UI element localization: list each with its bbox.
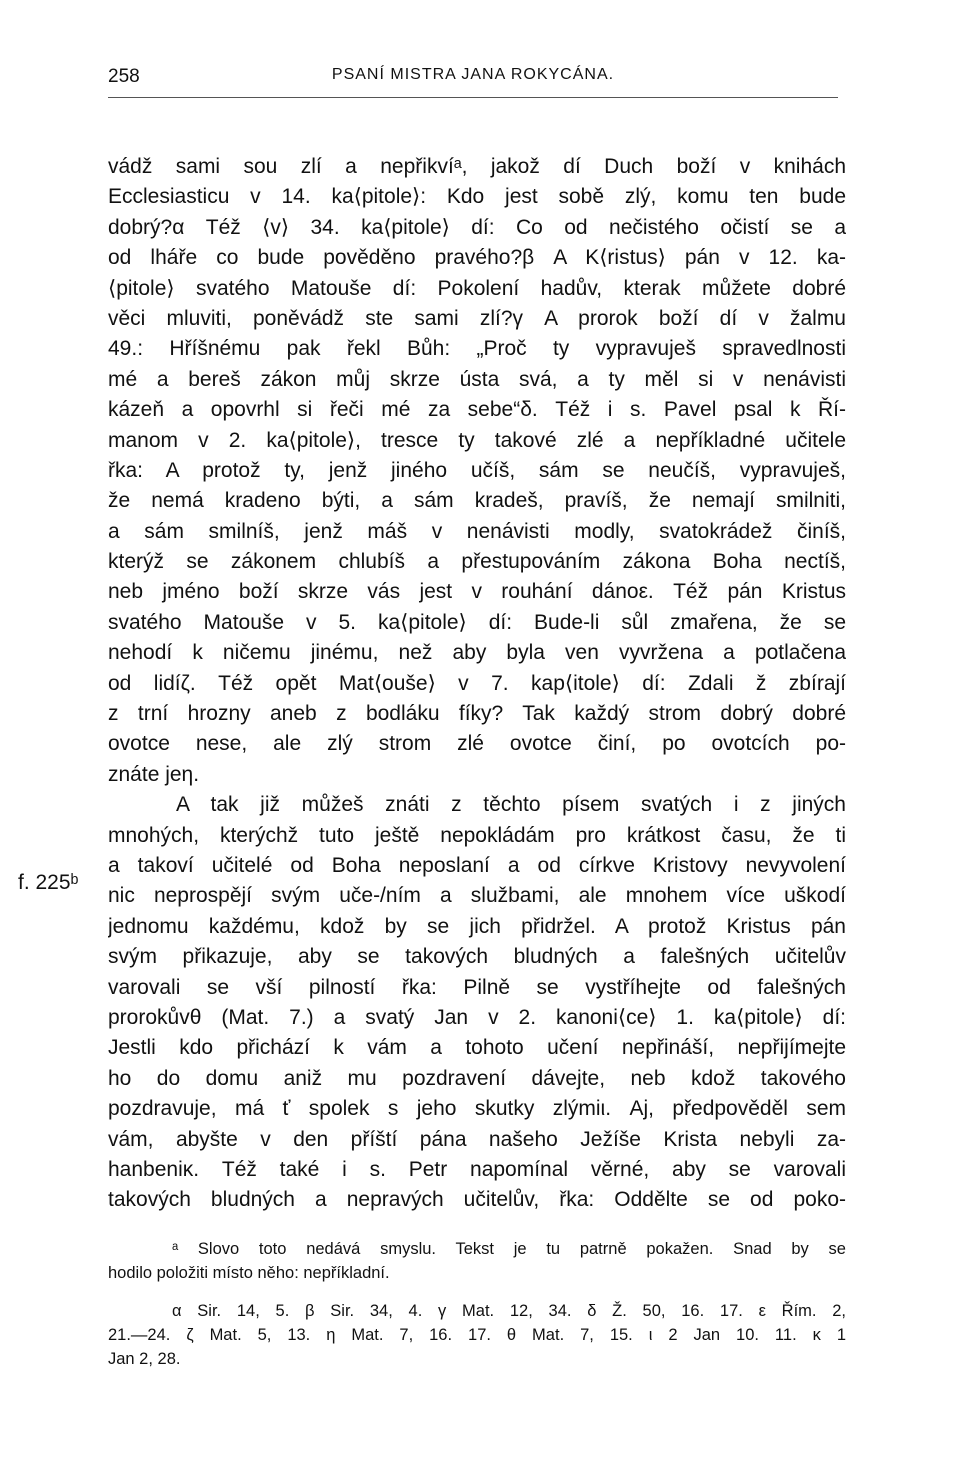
source-note-line: 21.—24. ζ Mat. 5, 13. η Mat. 7, 16. 17. θ Mat. 7, 15. ι 2 Jan 10. 11. κ 1 [108,1326,846,1344]
text-line: že nemá kradeno býti, a sám kradeš, pravíš, že nemají smilniti, [108,489,846,513]
running-title: PSANÍ MISTRA JANA ROKYCÁNA. [331,66,615,83]
text-line: mnohých, kterýchž tuto ještě nepokládám pro krátkost času, že ti [108,823,846,847]
text-line: ho do domu aniž mu pozdravení dávejte, neb kdož takového [108,1066,846,1090]
page-header [108,66,838,96]
text-line: nic neprospějí svým uče-/ním a službami, ale mnohem více uškodí [108,884,846,908]
text-line: a sám smilníš, jenž máš v nenávisti modly, svatokrádež činíš, [108,519,846,543]
source-note-line: Jan 2, 28. [108,1350,181,1368]
header-rule [108,97,838,98]
text-line: svým přikazuje, aby se takových bludných a falešných učitelův [108,945,846,969]
text-line: ovotce nese, ale zlý strom zlé ovotce činí, po ovotcích po- [108,732,846,756]
text-line: vádž sami sou zlí a nepřikvíᵃ, jakož dí Duch boží v knihách [108,155,846,178]
text-line: od lidíζ. Též opět Mat⟨ouše⟩ v 7. kap⟨itole⟩ dí: Zdali ž zbírají [108,671,846,695]
text-line: neb jméno boží skrze vás jest v rouhání dánoε. Též pán Kristus [108,580,846,604]
text-line: kázeň a opovrhl si řeči mé za sebe“δ. Též i s. Pavel psal k Ří- [108,398,846,422]
folio-marker: f. 225ᵇ [18,871,79,894]
text-line: pozdravuje, má ť spolek s jeho skutky zlýmiι. Aj, předpověděl sem [108,1097,846,1121]
main-text [108,152,846,1216]
text-line: mé a bereš zákon můj skrze ústa svá, a ty měl si v nenávisti [108,367,846,391]
footnotes [108,1237,846,1371]
text-line: ⟨pitole⟩ svatého Matouše dí: Pokolení hadův, kterak můžete dobré [108,276,846,300]
text-line: prorokůvθ (Mat. 7.) a svatý Jan v 2. kanoni⟨ce⟩ 1. ka⟨pitole⟩ dí: [108,1005,846,1029]
text-line: vám, abyšte v den příští pána našeho Ježíše Krista nebyli za- [108,1127,846,1151]
text-line: takových bludných a nepravých učitelův, řka: Oddělte se od poko- [108,1188,846,1212]
text-line: 49.: Hříšnému pak řekl Bůh: „Proč ty vypravuješ spravedlnosti [108,337,846,361]
text-line: svatého Matouše v 5. ka⟨pitole⟩ dí: Bude-li sůl zmařena, že se [108,610,846,634]
page-number: 258 [108,66,140,87]
text-line: řka: A protož ty, jenž jiného učíš, sám se neučíš, vypravuješ, [108,458,846,482]
text-line: hanbeniκ. Též také i s. Petr napomínal věrné, aby se varovali [108,1157,846,1181]
text-line: manom v 2. ka⟨pitole⟩, tresce ty takové zlé a nepříkladné učitele [108,428,846,452]
text-line: kterýž se zákonem chlubíš a přestupováním zákona Boha nectíš, [108,550,846,574]
text-line: Jestli kdo přichází k vám a tohoto učení nepřináší, nepřijímejte [108,1036,846,1060]
source-note-line: α Sir. 14, 5. β Sir. 34, 4. γ Mat. 12, 34. δ Ž. 50, 16. 17. ε Řím. 2, [172,1302,846,1320]
text-line: znáte jeη. [108,762,200,786]
footnote-gap [108,1285,846,1299]
text-line: věci mluviti, poněvádž ste sami zlí?γ A prorok boží dí v žalmu [108,306,846,330]
text-line: jednomu každému, kdož by se jich přidržel. A protož Kristus pán [108,914,846,938]
text-line: nehodí k ničemu jinému, než aby byla ven vyvržena a potlačena [108,641,846,665]
text-line: a takoví učitelé od Boha neposlaní a od církve Kristovy nevyvolení [108,853,846,877]
footnote-line: ᵃ Slovo toto nedává smyslu. Tekst je tu patrně pokažen. Snad by se [172,1240,846,1258]
footnote-line: hodilo položiti místo něho: nepříkladní. [108,1264,390,1282]
text-line: z trní hrozny aneb z bodláku fíky? Tak každý strom dobrý dobré [108,702,846,726]
text-line: Ecclesiasticu v 14. ka⟨pitole⟩: Kdo jest sobě zlý, komu ten bude [108,185,846,209]
text-line: dobrý?α Též ⟨v⟩ 34. ka⟨pitole⟩ dí: Co od nečistého očistí se a [108,215,846,239]
text-line: varovali se vší pilností řka: Pilně se vystříhejte od falešných [108,975,846,999]
text-line: od lháře co bude pověděno pravého?β A K⟨ristus⟩ pán v 12. ka- [108,246,846,270]
paragraph-start-line: A tak již můžeš znáti z těchto písem svatých i z jiných [176,793,846,817]
